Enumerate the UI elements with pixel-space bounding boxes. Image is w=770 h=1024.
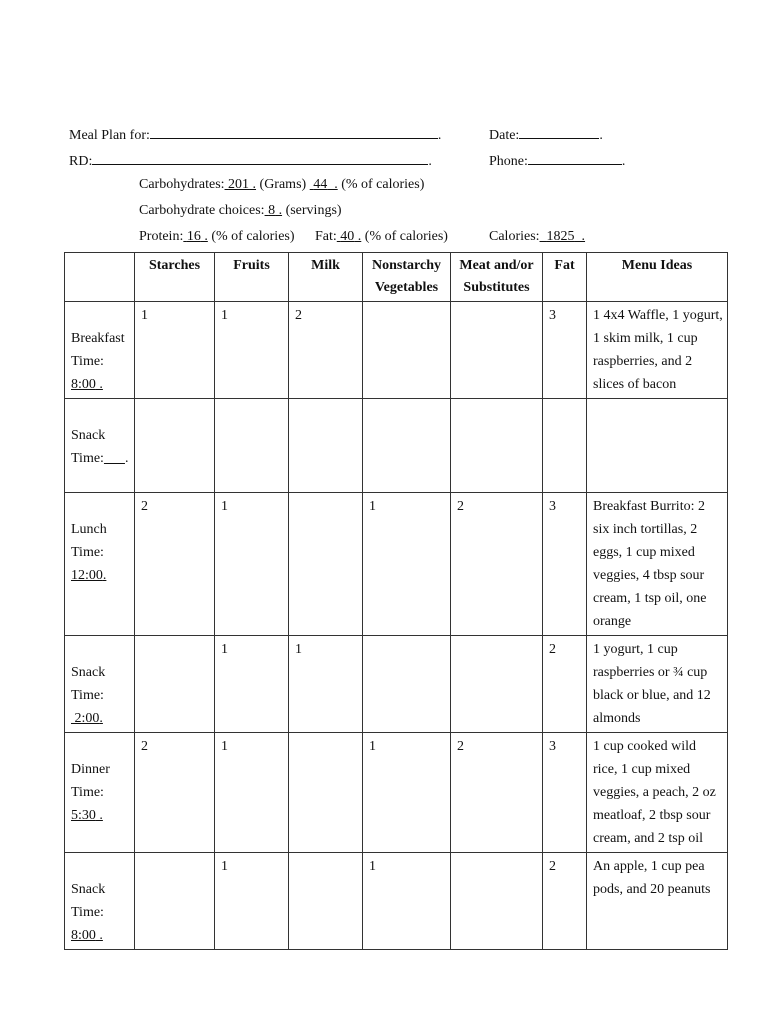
starches-cell[interactable]: [135, 853, 215, 950]
header-meal-cell: [65, 253, 135, 302]
veg-cell[interactable]: [363, 399, 451, 493]
starches-cell[interactable]: 2: [135, 493, 215, 636]
phone-label: Phone:: [489, 154, 528, 169]
fruits-cell[interactable]: 1: [215, 302, 289, 399]
table-row: [65, 493, 728, 636]
carb-percent-value: 44: [313, 177, 328, 192]
col-fat: Fat: [543, 253, 587, 302]
menu-cell[interactable]: An apple, 1 cup pea pods, and 20 peanuts: [587, 853, 728, 950]
menu-cell[interactable]: [587, 399, 728, 493]
starches-cell[interactable]: 2: [135, 733, 215, 853]
table-header-row: [65, 253, 728, 302]
menu-cell[interactable]: 1 4x4 Waffle, 1 yogurt, 1 skim milk, 1 cup raspberries, and 2 slices of bacon: [587, 302, 728, 399]
milk-cell[interactable]: [289, 493, 363, 636]
meat-cell[interactable]: [451, 636, 543, 733]
date-label: Date:: [489, 128, 520, 143]
phone-line: Phone: .: [489, 150, 625, 170]
table-row: [65, 636, 728, 733]
col-starches: Starches: [135, 253, 215, 302]
meat-cell[interactable]: [451, 399, 543, 493]
rd-field[interactable]: [92, 150, 428, 165]
starches-cell[interactable]: [135, 399, 215, 493]
carbohydrates-line: Carbohydrates: 201 . (Grams) 44 . (% of calories): [139, 177, 425, 192]
fat-value: 40: [340, 229, 355, 244]
col-menu-ideas: Menu Ideas: [587, 253, 728, 302]
meal-plan-table: [64, 252, 728, 950]
fat-cell[interactable]: 3: [543, 302, 587, 399]
meat-cell[interactable]: [451, 302, 543, 399]
menu-cell[interactable]: Breakfast Burrito: 2 six inch tortillas, 2 eggs, 1 cup mixed veggies, 4 tbsp sour cream, 1 tsp oil, one orange: [587, 493, 728, 636]
protein-line: Protein: 16 . (% of calories): [139, 229, 295, 244]
fat-cell[interactable]: [543, 399, 587, 493]
table-row: [65, 399, 728, 493]
milk-cell[interactable]: [289, 733, 363, 853]
rd-line: RD: .: [69, 150, 432, 170]
date-line: Date: .: [489, 124, 603, 144]
fat-cell[interactable]: 3: [543, 733, 587, 853]
protein-value: 16: [186, 229, 201, 244]
col-milk: Milk: [289, 253, 363, 302]
col-meat-substitutes: Meat and/or Substitutes: [451, 253, 543, 302]
carb-grams-value: 201: [228, 177, 250, 192]
fat-cell[interactable]: 3: [543, 493, 587, 636]
fruits-cell[interactable]: 1: [215, 636, 289, 733]
milk-cell[interactable]: 1: [289, 636, 363, 733]
meal-cell: Lunch Time: 12:00.: [65, 493, 135, 636]
starches-cell[interactable]: 1: [135, 302, 215, 399]
veg-cell[interactable]: [363, 636, 451, 733]
fat-cell[interactable]: 2: [543, 636, 587, 733]
table-row: [65, 853, 728, 950]
milk-cell[interactable]: 2: [289, 302, 363, 399]
milk-cell[interactable]: [289, 399, 363, 493]
table-row: [65, 302, 728, 399]
starches-cell[interactable]: [135, 636, 215, 733]
fat-cell[interactable]: 2: [543, 853, 587, 950]
meal-cell: Breakfast Time: 8:00 .: [65, 302, 135, 399]
fruits-cell[interactable]: 1: [215, 853, 289, 950]
meat-cell[interactable]: 2: [451, 733, 543, 853]
rd-label: RD:: [69, 154, 93, 169]
phone-field[interactable]: [528, 150, 622, 165]
meal-plan-label: Meal Plan for:: [69, 128, 150, 143]
meal-plan-line: Meal Plan for: .: [69, 124, 441, 144]
carb-choices-value: 8: [268, 203, 276, 218]
col-nonstarchy-vegetables: Nonstarchy Vegetables: [363, 253, 451, 302]
menu-cell[interactable]: 1 cup cooked wild rice, 1 cup mixed veggies, a peach, 2 oz meatloaf, 2 tbsp sour cream, and 2 tsp oil: [587, 733, 728, 853]
meal-cell: Snack Time: 8:00 .: [65, 853, 135, 950]
fruits-cell[interactable]: 1: [215, 733, 289, 853]
carb-choices-line: Carbohydrate choices: 8 . (servings): [139, 203, 342, 218]
menu-cell[interactable]: 1 yogurt, 1 cup raspberries or ¾ cup black or blue, and 12 almonds: [587, 636, 728, 733]
meal-cell: Dinner Time: 5:30 .: [65, 733, 135, 853]
table-row: [65, 733, 728, 853]
meal-plan-name-field[interactable]: [150, 124, 438, 139]
calories-value: 1825: [546, 229, 575, 244]
date-field[interactable]: [519, 124, 599, 139]
meal-cell: Snack Time: .: [65, 399, 135, 493]
veg-cell[interactable]: [363, 302, 451, 399]
meat-cell[interactable]: [451, 853, 543, 950]
veg-cell[interactable]: 1: [363, 733, 451, 853]
fruits-cell[interactable]: [215, 399, 289, 493]
veg-cell[interactable]: 1: [363, 493, 451, 636]
fruits-cell[interactable]: 1: [215, 493, 289, 636]
col-fruits: Fruits: [215, 253, 289, 302]
fat-line: Fat: 40 . (% of calories): [315, 229, 448, 244]
milk-cell[interactable]: [289, 853, 363, 950]
calories-line: Calories: 1825 .: [489, 229, 586, 244]
meat-cell[interactable]: 2: [451, 493, 543, 636]
meal-cell: Snack Time: 2:00.: [65, 636, 135, 733]
veg-cell[interactable]: 1: [363, 853, 451, 950]
